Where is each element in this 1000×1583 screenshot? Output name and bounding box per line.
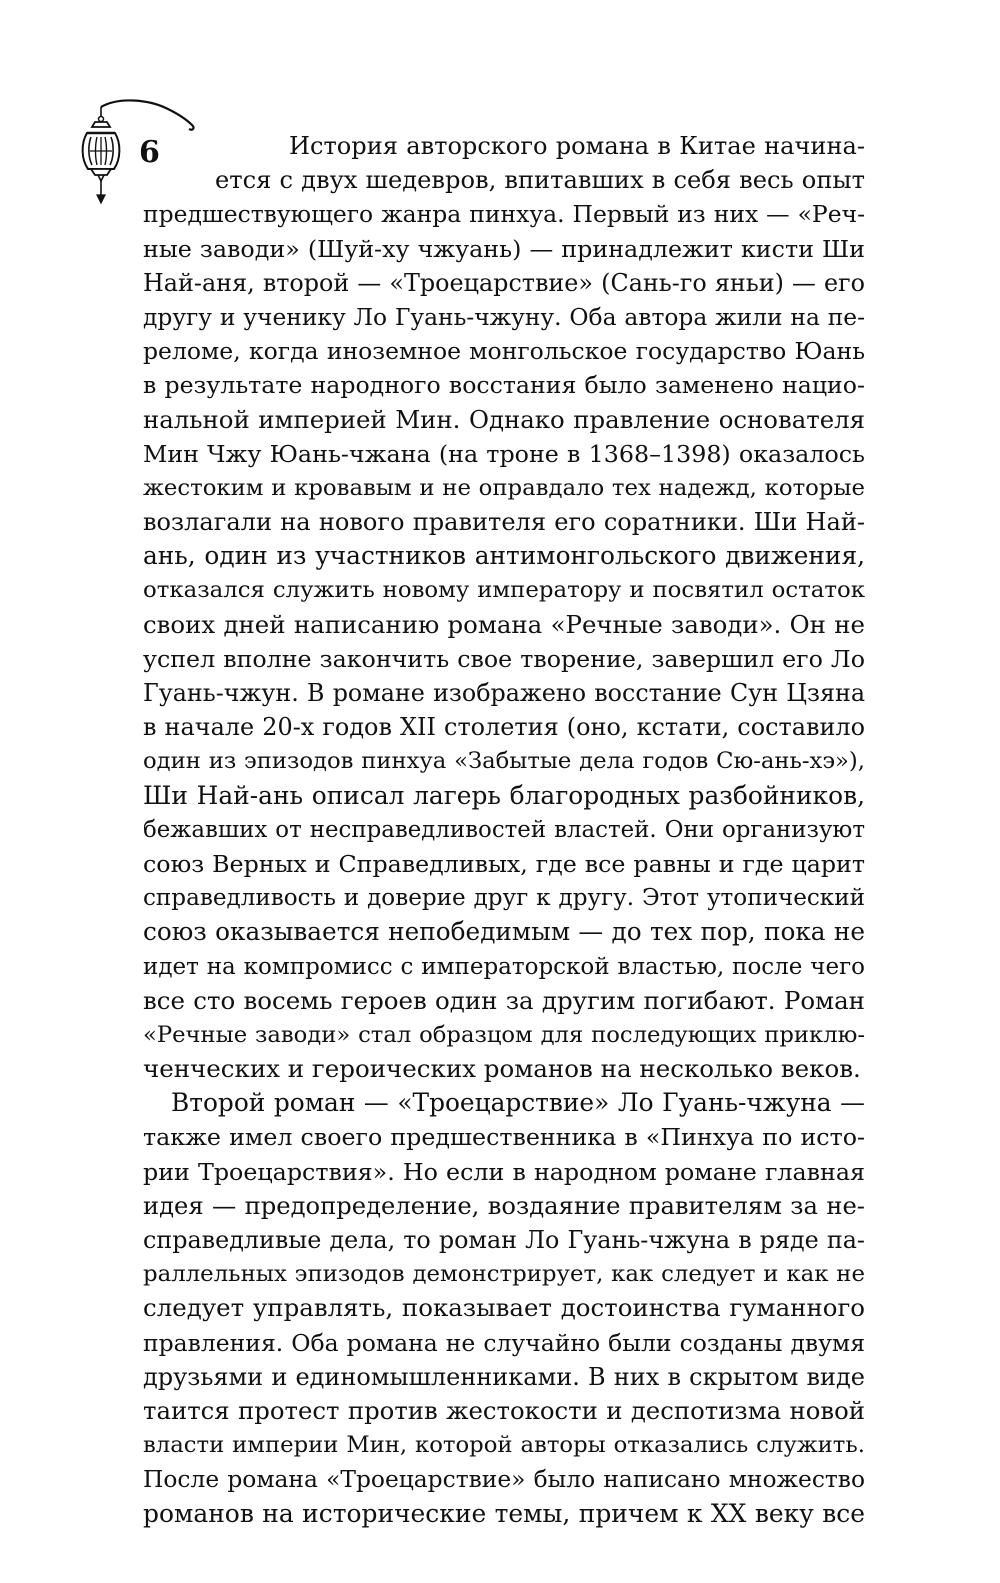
text-line: Второй роман — «Троецарствие» Ло Гуань-чжуна — [171, 1088, 865, 1118]
text-line: отказался служить новому императору и посвятил остаток [143, 577, 865, 604]
text-line: следует управлять, показывает достоинства гуманного [143, 1293, 865, 1323]
text-line: ется с двух шедевров, впитавших в себя весь опыт [215, 166, 865, 195]
text-line: Мин Чжу Юань-чжана (на троне в 1368–1398) оказалось [143, 439, 865, 468]
text-line: раллельных эпизодов демонстрирует, как следует и как не [143, 1261, 865, 1288]
text-line: бежавших от несправедливостей властей. Они организуют [143, 816, 865, 843]
text-line: Ши Най-ань описал лагерь благородных разбойников, [143, 780, 865, 810]
text-line: правления. Оба романа не случайно были созданы двумя [143, 1328, 865, 1357]
text-line: союз Верных и Справедливых, где все равны и где царит [143, 849, 865, 878]
text-line: идея — предопределение, воздаяние правителям за не- [143, 1191, 865, 1220]
text-line: Най-аня, второй — «Троецарствие» (Сань-го яньи) — его [143, 268, 865, 297]
text-line: другу и ученику Ло Гуань-чжуну. Оба автора жили на пе- [143, 302, 865, 331]
text-line: справедливые дела, то роман Ло Гуань-чжуна в ряде па- [143, 1226, 865, 1254]
text-line: в начале 20-х годов XII столетия (оно, кстати, составило [143, 713, 865, 742]
text-line: идет на компромисс с императорской властью, после чего [143, 953, 865, 980]
text-line: реломе, когда иноземное монгольское государство Юань [143, 337, 865, 366]
text-line: нальной империей Мин. Однако правление основателя [143, 404, 865, 434]
text-line: союз оказывается непобедимым — до тех пор, пока не [143, 917, 865, 947]
text-line: романов на исторические темы, причем к XX веку все [143, 1498, 865, 1528]
page-number: 6 [139, 135, 160, 170]
text-line: своих дней написанию романа «Речные заводи». Он не [143, 609, 865, 639]
text-line: предшествующего жанра пинхуа. Первый из них — «Реч- [143, 200, 865, 229]
text-line: рии Троецарствия». Но если в народном романе главная [143, 1157, 865, 1186]
text-line: возлагали на нового правителя его соратники. Ши Най- [143, 508, 865, 537]
text-line: также имел своего предшественника в «Пинхуа по исто- [143, 1123, 865, 1152]
text-line: После романа «Троецарствие» было написано множество [143, 1465, 865, 1494]
text-line: История авторского романа в Китае начина- [289, 132, 865, 160]
text-line: все сто восемь героев один за другим погибают. Роман [143, 985, 865, 1015]
text-line: друзьями и единомышленниками. В них в скрытом виде [143, 1362, 865, 1391]
text-line: в результате народного восстания было заменено нацио- [143, 371, 865, 400]
text-line: ные заводи» (Шуй-ху чжуань) — принадлежит кисти Ши [143, 234, 865, 263]
text-line: Гуань-чжун. В романе изображено восстание Сун Цзяна [143, 679, 865, 707]
text-line: таится протест против жестокости и деспотизма новой [143, 1395, 865, 1425]
body-text [143, 129, 865, 1531]
text-line: успел вполне закончить свое творение, завершил его Ло [143, 644, 865, 673]
text-line: власти империи Мин, которой авторы отказались служить. [143, 1432, 865, 1459]
text-line: один из эпизодов пинхуа «Забытые дела годов Сю-ань-хэ»), [143, 748, 865, 775]
text-line: ченческих и героических романов на несколько веков. [143, 1054, 861, 1084]
text-line: жестоким и кровавым и не оправдало тех надежд, которые [143, 474, 865, 501]
text-line: ань, один из участников антимонгольского движения, [143, 541, 865, 571]
text-line: справедливость и доверие друг к другу. Этот утопический [143, 885, 865, 912]
text-line: «Речные заводи» стал образцом для последующих приклю- [143, 1021, 865, 1048]
